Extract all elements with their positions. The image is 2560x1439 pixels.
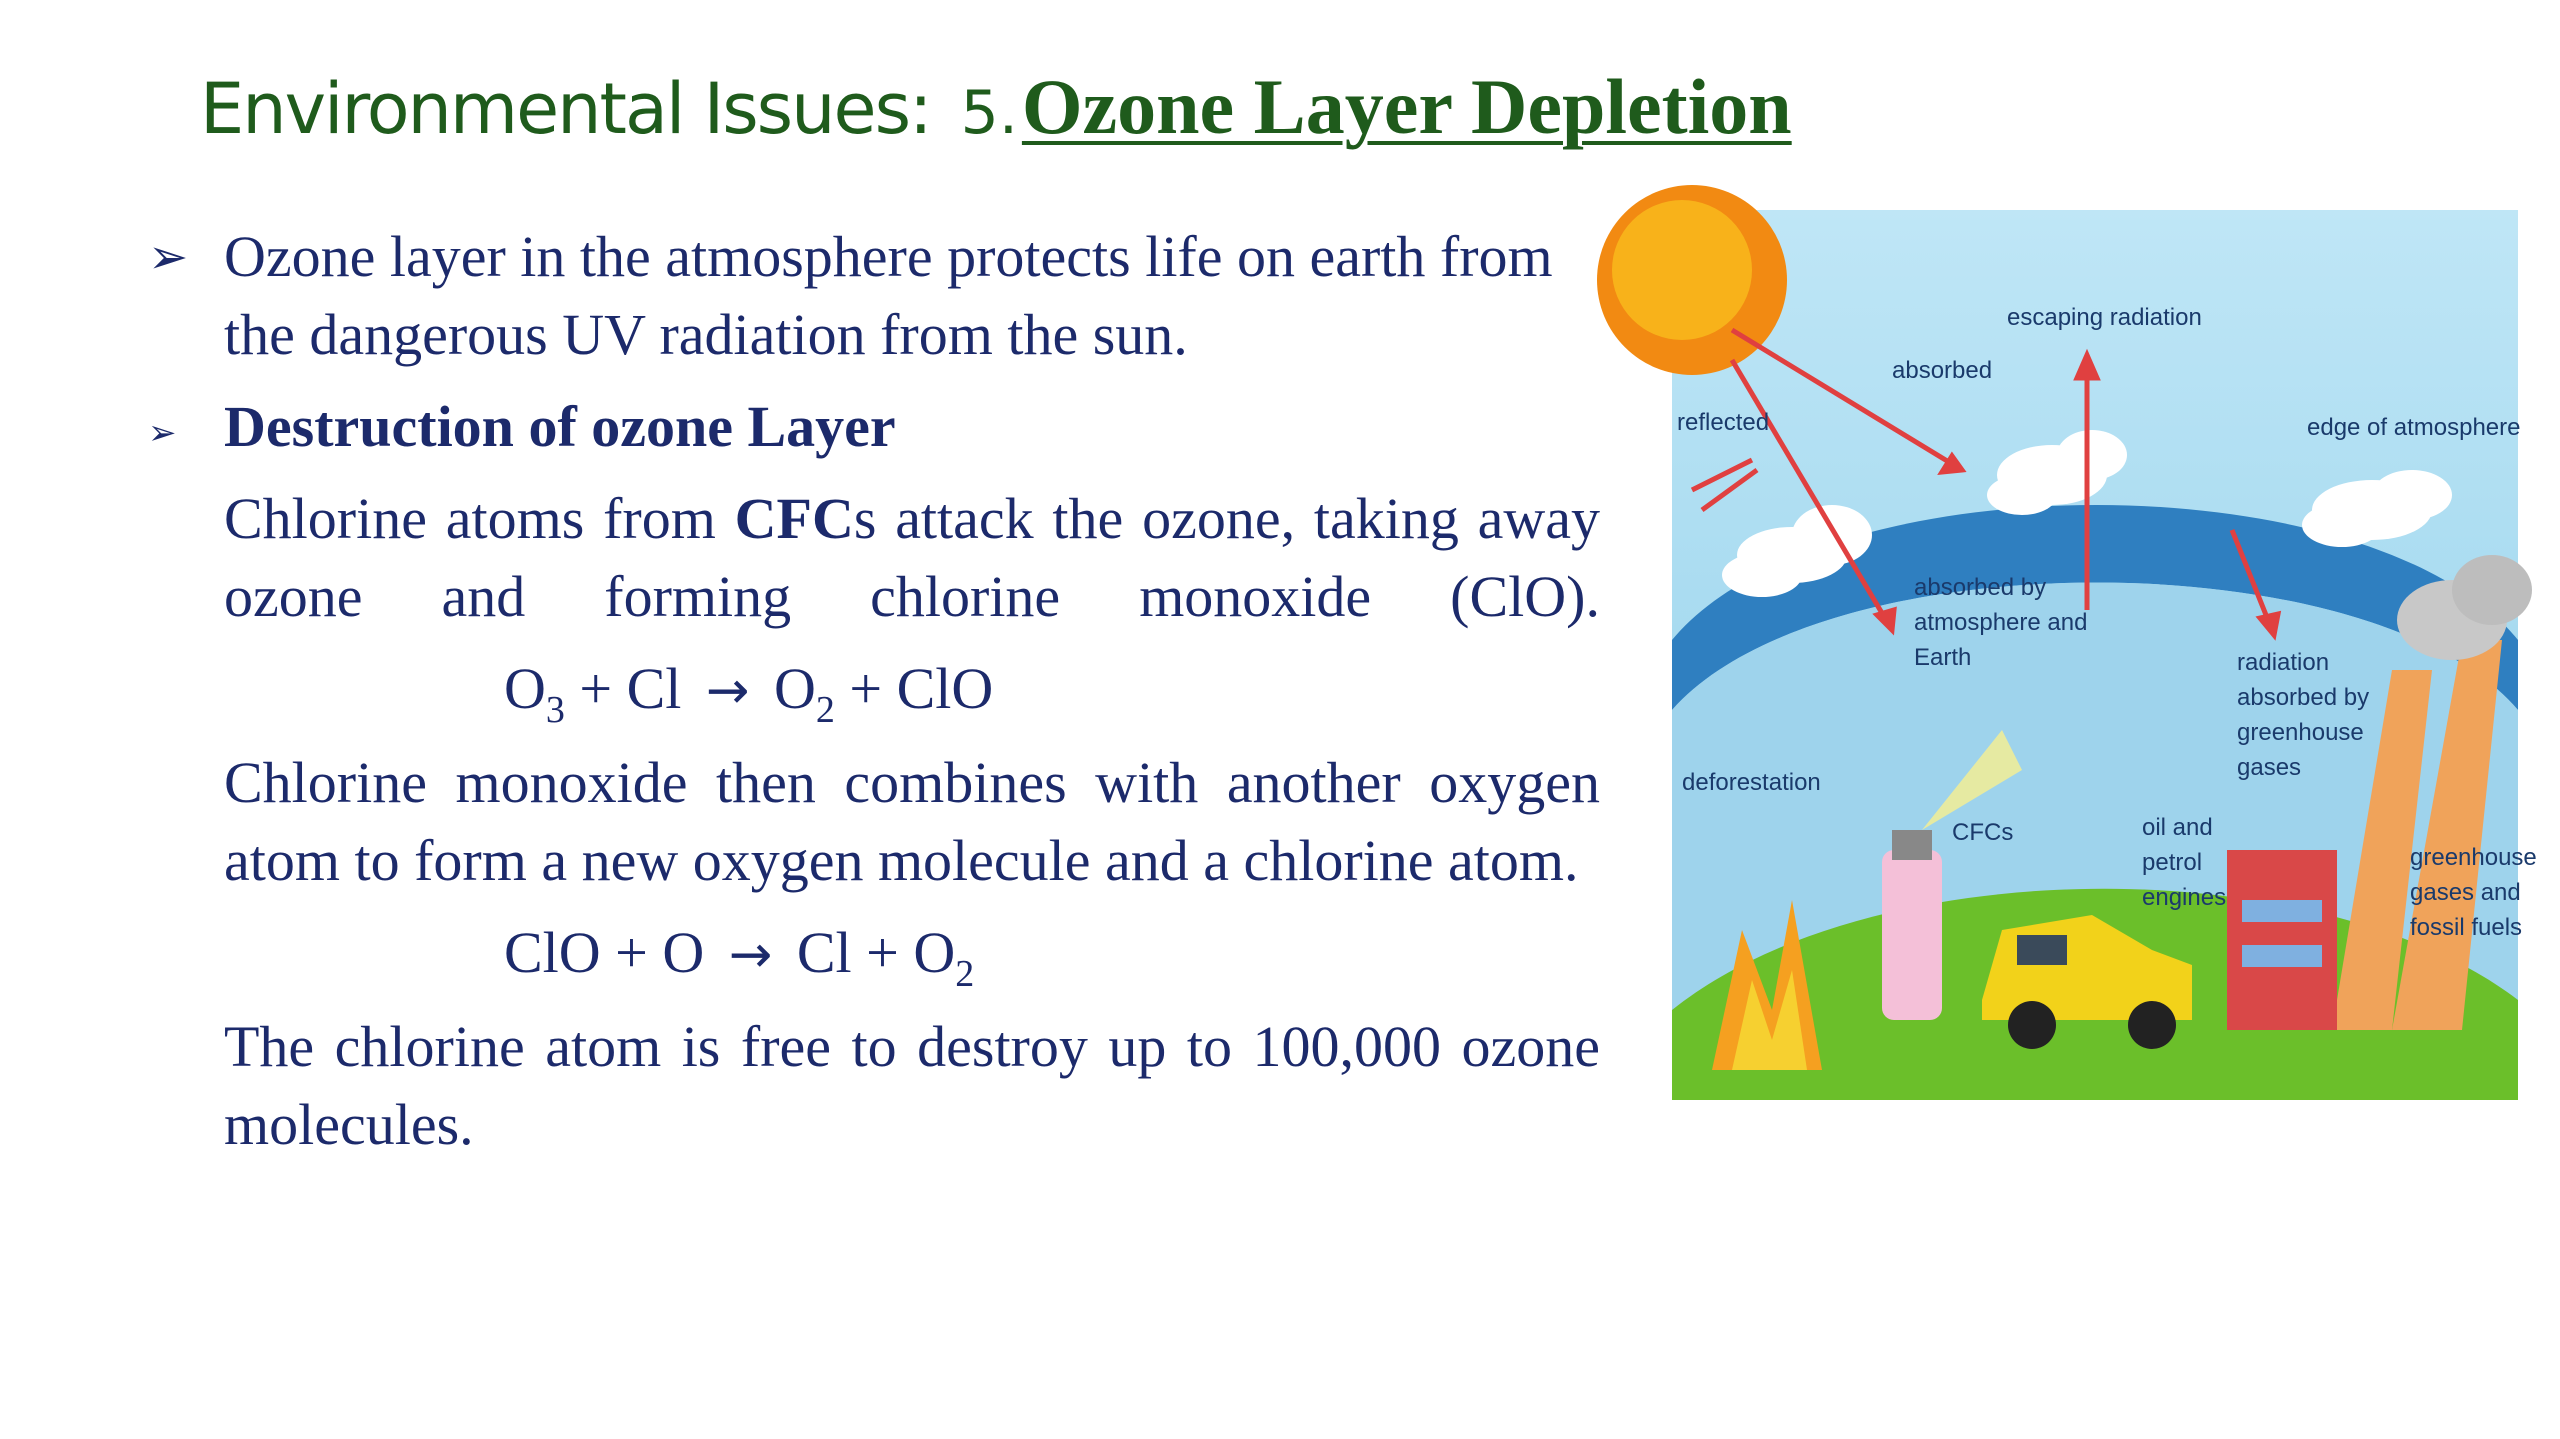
equation-1 [140,650,1600,730]
eq1-b-sub: 2 [815,689,835,731]
eq1-b: O [759,656,816,721]
bullet-1-text: Ozone layer in the atmosphere protects life on earth from the dangerous UV radiation from the sun. [224,224,1553,367]
label-oil-1: oil and [2142,814,2213,841]
bullet-item-1 [140,218,1600,374]
eq2-b: Cl + O [782,920,956,985]
slide-title [200,62,1792,152]
label-gh-3: fossil fuels [2410,914,2523,941]
eq1-arrow-icon: → [705,661,750,721]
title-prefix: Environmental Issues: [200,68,931,150]
eq1-plus2: + ClO [834,656,994,721]
title-topic: Ozone Layer Depletion [1021,63,1792,150]
eq1-a-sub: 3 [545,689,565,731]
arrow-bullet-icon: ➢ [148,229,189,285]
label-oil-2: petrol [2142,849,2203,876]
label-radiation-4: gases [2237,754,2302,781]
ozone-diagram [1672,210,2537,1100]
label-oil-3: engines [2142,884,2227,911]
label-absorbed-by-3: Earth [1914,644,1972,671]
ozone-diagram-svg [1672,210,2537,1100]
arrow-bullet-icon: ➢ [148,413,177,453]
label-absorbed: absorbed [1892,357,1993,384]
label-cfcs: CFCs [1952,819,2014,846]
para1-post: s attack the ozone, taking away ozone and forming chlorine monoxide (ClO). [224,486,1600,629]
sun-core [1612,200,1752,340]
paragraph-chlorine-free: The chlorine atom is free to destroy up to 100,000 ozone molecules. [224,1014,1600,1157]
eq1-a: O [504,656,546,721]
bullet-2-heading: Destruction of ozone Layer [224,394,896,459]
label-gh-1: greenhouse [2410,844,2537,871]
bullet-item-2 [140,388,1600,466]
eq1-plus1: + Cl [564,656,696,721]
label-deforestation: deforestation [1682,769,1821,796]
title-number: 5. [960,78,1018,148]
label-radiation-1: radiation [2237,649,2330,676]
equation-2 [140,914,1600,994]
eq2-arrow-icon: → [728,925,773,985]
label-radiation-3: greenhouse [2237,719,2364,746]
para1-bold: CFC [734,486,854,551]
paragraph-cfc-attack [140,480,1600,636]
label-radiation-2: absorbed by [2237,684,2370,711]
para1-pre: Chlorine atoms from [224,486,735,551]
label-edge: edge of atmosphere [2307,414,2521,441]
label-absorbed-by-2: atmosphere and [1914,609,2088,636]
eq2-a: ClO + O [504,920,719,985]
slide-body [140,218,1600,1164]
paragraph-chlorine-monoxide: Chlorine monoxide then combines with another oxygen atom to form a new oxygen molecule and a chlorine atom. [224,750,1600,893]
label-escaping: escaping radiation [2007,304,2202,331]
label-absorbed-by-1: absorbed by [1914,574,2047,601]
eq2-b-sub: 2 [955,953,975,995]
label-gh-2: gases and [2410,879,2521,906]
label-reflected: reflected [1677,409,1770,436]
